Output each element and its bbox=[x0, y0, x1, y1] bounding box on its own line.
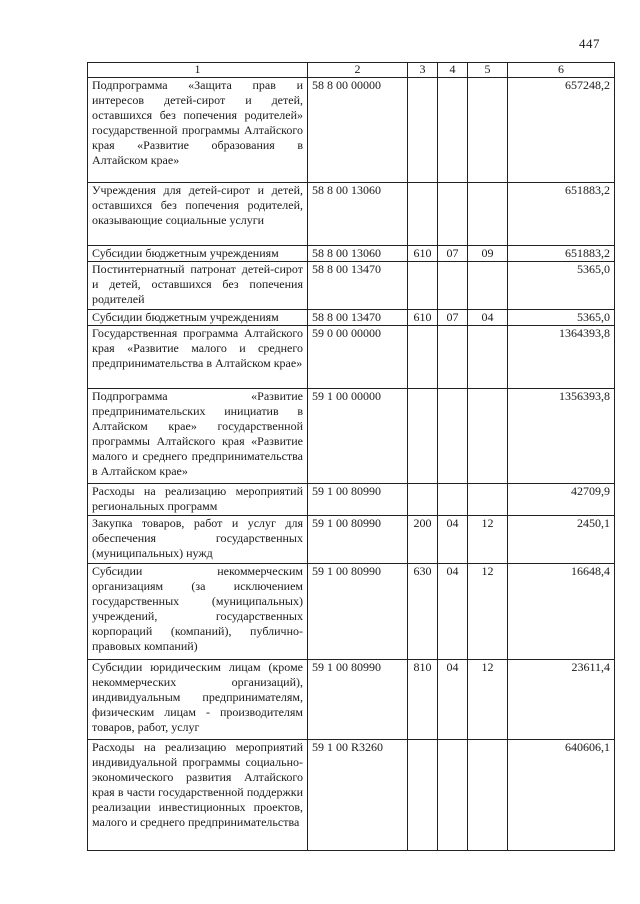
row-amount: 651883,2 bbox=[508, 246, 615, 262]
table-row bbox=[88, 310, 615, 326]
row-col-3 bbox=[408, 183, 438, 246]
row-amount: 5365,0 bbox=[508, 262, 615, 310]
row-col-3 bbox=[408, 740, 438, 851]
row-name: Государственная программа Алтайского края «Развитие малого и среднего предпринимательства в Алтайском крае» bbox=[88, 326, 308, 389]
row-code: 59 1 00 80990 bbox=[308, 484, 408, 516]
row-col-5 bbox=[468, 740, 508, 851]
row-col-4 bbox=[438, 78, 468, 183]
row-col-5 bbox=[468, 183, 508, 246]
row-col-5: 12 bbox=[468, 516, 508, 564]
table-row bbox=[88, 78, 615, 183]
row-col-3: 200 bbox=[408, 516, 438, 564]
budget-table bbox=[87, 62, 615, 851]
table-row bbox=[88, 660, 615, 740]
table-row bbox=[88, 262, 615, 310]
row-code: 59 1 00 80990 bbox=[308, 516, 408, 564]
row-col-4 bbox=[438, 484, 468, 516]
row-name: Расходы на реализацию мероприятий региональных программ bbox=[88, 484, 308, 516]
row-col-4 bbox=[438, 740, 468, 851]
row-name: Расходы на реализацию мероприятий индивидуальной программы социально-экономического развития Алтайского края в части государственной поддержки реализации инвестиционных проектов, малого и среднего предпринимательства bbox=[88, 740, 308, 851]
row-col-5 bbox=[468, 326, 508, 389]
row-amount: 5365,0 bbox=[508, 310, 615, 326]
row-name: Постинтернатный патронат детей-сирот и детей, оставшихся без попечения родителей bbox=[88, 262, 308, 310]
row-col-5: 12 bbox=[468, 564, 508, 660]
header-col-1: 1 bbox=[88, 63, 308, 78]
table-row bbox=[88, 326, 615, 389]
row-col-4: 04 bbox=[438, 564, 468, 660]
row-amount: 23611,4 bbox=[508, 660, 615, 740]
row-col-4: 07 bbox=[438, 310, 468, 326]
row-name: Субсидии некоммерческим организациям (за исключением государственных (муниципальных) учреждений, государственных корпораций (компаний), публично-правовых компаний) bbox=[88, 564, 308, 660]
row-col-4 bbox=[438, 262, 468, 310]
table-row bbox=[88, 564, 615, 660]
page-number: 447 bbox=[579, 36, 600, 51]
row-col-5: 04 bbox=[468, 310, 508, 326]
row-col-3: 610 bbox=[408, 310, 438, 326]
row-col-3 bbox=[408, 326, 438, 389]
row-col-5: 12 bbox=[468, 660, 508, 740]
row-col-3 bbox=[408, 262, 438, 310]
table-row bbox=[88, 516, 615, 564]
row-code: 58 8 00 13060 bbox=[308, 246, 408, 262]
table-header-row bbox=[88, 63, 615, 78]
row-col-3: 610 bbox=[408, 246, 438, 262]
header-col-6: 6 bbox=[508, 63, 615, 78]
table-row bbox=[88, 183, 615, 246]
row-code: 58 8 00 00000 bbox=[308, 78, 408, 183]
table-row bbox=[88, 484, 615, 516]
row-code: 58 8 00 13060 bbox=[308, 183, 408, 246]
row-col-4 bbox=[438, 326, 468, 389]
row-name: Субсидии юридическим лицам (кроме некоммерческих организаций), индивидуальным предпринимателям, физическим лицам - производителям товаров, работ, услуг bbox=[88, 660, 308, 740]
header-col-4: 4 bbox=[438, 63, 468, 78]
table-row bbox=[88, 246, 615, 262]
row-amount: 640606,1 bbox=[508, 740, 615, 851]
row-col-4 bbox=[438, 389, 468, 484]
row-amount: 2450,1 bbox=[508, 516, 615, 564]
row-amount: 1364393,8 bbox=[508, 326, 615, 389]
table-row bbox=[88, 740, 615, 851]
row-col-4: 04 bbox=[438, 516, 468, 564]
row-col-5 bbox=[468, 78, 508, 183]
row-col-5: 09 bbox=[468, 246, 508, 262]
row-col-5 bbox=[468, 262, 508, 310]
row-code: 58 8 00 13470 bbox=[308, 310, 408, 326]
row-col-3: 630 bbox=[408, 564, 438, 660]
row-amount: 657248,2 bbox=[508, 78, 615, 183]
row-name: Подпрограмма «Развитие предпринимательских инициатив в Алтайском крае» государственной программы Алтайского края «Развитие малого и среднего предпринимательства в Алтайском крае» bbox=[88, 389, 308, 484]
row-code: 59 1 00 80990 bbox=[308, 564, 408, 660]
header-col-5: 5 bbox=[468, 63, 508, 78]
row-col-3 bbox=[408, 389, 438, 484]
header-col-2: 2 bbox=[308, 63, 408, 78]
row-amount: 16648,4 bbox=[508, 564, 615, 660]
row-col-4 bbox=[438, 183, 468, 246]
row-col-5 bbox=[468, 389, 508, 484]
row-name: Закупка товаров, работ и услуг для обеспечения государственных (муниципальных) нужд bbox=[88, 516, 308, 564]
row-col-4: 07 bbox=[438, 246, 468, 262]
row-code: 59 1 00 R3260 bbox=[308, 740, 408, 851]
row-col-3 bbox=[408, 78, 438, 183]
row-col-5 bbox=[468, 484, 508, 516]
row-name: Учреждения для детей-сирот и детей, оставшихся без попечения родителей, оказывающие социальные услуги bbox=[88, 183, 308, 246]
row-name: Субсидии бюджетным учреждениям bbox=[88, 246, 308, 262]
row-name: Подпрограмма «Защита прав и интересов детей-сирот и детей, оставшихся без попечения родителей» государственной программы Алтайского края «Развитие образования в Алтайском крае» bbox=[88, 78, 308, 183]
table-row bbox=[88, 389, 615, 484]
row-code: 59 1 00 80990 bbox=[308, 660, 408, 740]
row-col-3: 810 bbox=[408, 660, 438, 740]
row-amount: 1356393,8 bbox=[508, 389, 615, 484]
row-amount: 42709,9 bbox=[508, 484, 615, 516]
row-code: 59 0 00 00000 bbox=[308, 326, 408, 389]
row-col-4: 04 bbox=[438, 660, 468, 740]
header-col-3: 3 bbox=[408, 63, 438, 78]
row-name: Субсидии бюджетным учреждениям bbox=[88, 310, 308, 326]
row-code: 59 1 00 00000 bbox=[308, 389, 408, 484]
row-amount: 651883,2 bbox=[508, 183, 615, 246]
row-code: 58 8 00 13470 bbox=[308, 262, 408, 310]
row-col-3 bbox=[408, 484, 438, 516]
